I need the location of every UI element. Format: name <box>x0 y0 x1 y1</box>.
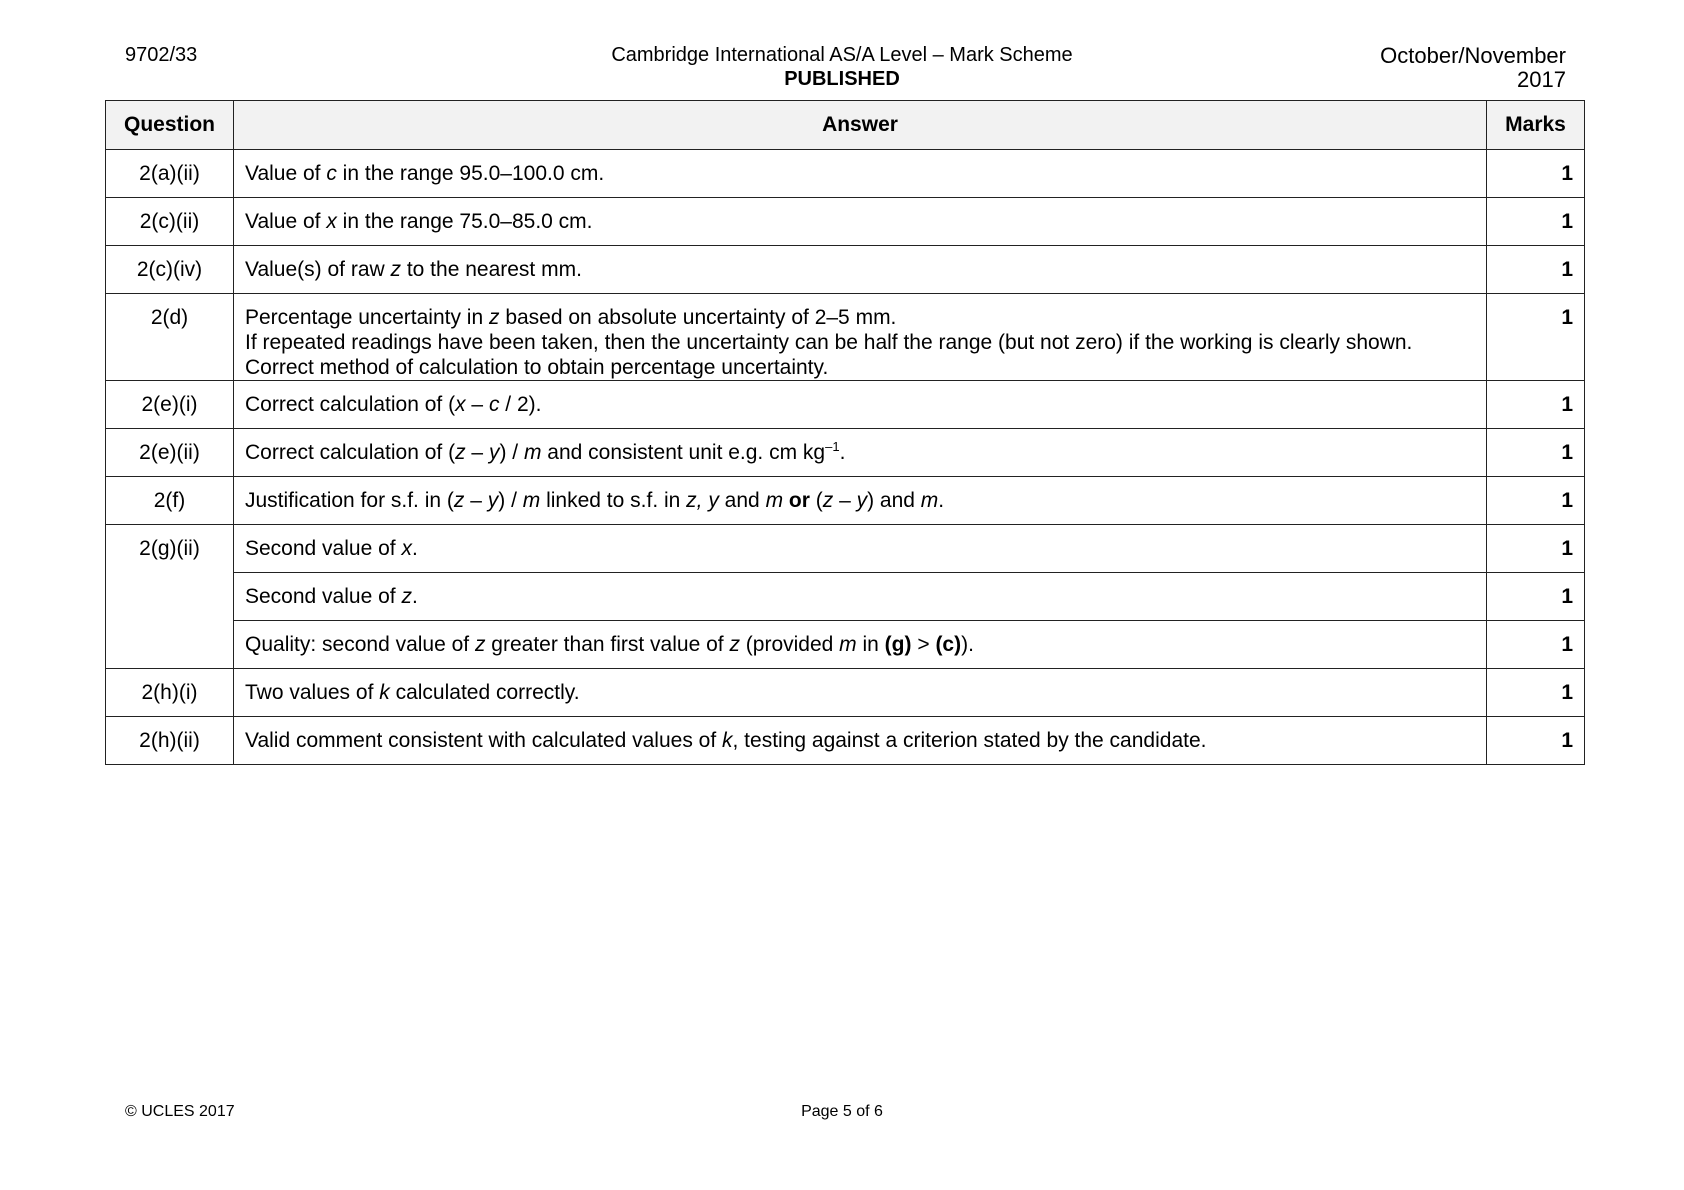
question-cell: 2(e)(i) <box>106 381 234 429</box>
answer-fragment: Valid comment consistent with calculated values of <box>245 729 723 752</box>
table-row <box>106 150 1585 198</box>
answer-fragment: z <box>390 258 401 281</box>
answer-fragment: Percentage uncertainty in <box>245 306 489 329</box>
answer-cell <box>234 429 1487 477</box>
answer-line <box>245 305 1475 330</box>
answer-fragment: . <box>839 441 846 464</box>
marks-column-header: Marks <box>1487 101 1585 150</box>
answer-fragment: / 2). <box>499 393 542 416</box>
answer-fragment: ) / <box>498 489 523 512</box>
answer-cell <box>234 573 1487 621</box>
table-row <box>106 294 1585 381</box>
page-number: Page 5 of 6 <box>801 1103 883 1120</box>
answer-fragment: – <box>464 489 488 512</box>
table-row <box>106 429 1585 477</box>
question-cell: 2(c)(iv) <box>106 246 234 294</box>
answer-fragment: – <box>833 489 857 512</box>
answer-fragment: c <box>488 393 500 416</box>
marks-cell: 1 <box>1487 381 1585 429</box>
answer-fragment: Justification for s.f. in ( <box>245 489 454 512</box>
question-cell: 2(d) <box>106 294 234 381</box>
question-cell: 2(h)(i) <box>106 669 234 717</box>
answer-cell <box>234 198 1487 246</box>
answer-fragment: x <box>455 393 466 416</box>
answer-fragment: m <box>839 633 857 656</box>
question-cell: 2(h)(ii) <box>106 717 234 765</box>
marks-cell: 1 <box>1487 429 1585 477</box>
answer-fragment: Two values of <box>245 681 380 704</box>
answer-fragment: , testing against a criterion stated by the candidate. <box>732 729 1207 752</box>
answer-fragment: z, y <box>686 489 719 512</box>
title-text: Cambridge International AS/A Level – Mark Scheme <box>611 44 1073 66</box>
marks-cell: 1 <box>1487 294 1585 381</box>
marks-cell: 1 <box>1487 246 1585 294</box>
answer-line <box>245 330 1475 355</box>
copyright: © UCLES 2017 <box>125 1103 235 1120</box>
answer-fragment: and consistent unit e.g. cm kg <box>541 441 826 464</box>
answer-fragment: ). <box>961 633 974 656</box>
table-row <box>106 573 1585 621</box>
answer-fragment: m <box>522 489 541 512</box>
answer-fragment: ( <box>809 489 823 512</box>
answer-fragment: (provided <box>739 633 840 656</box>
answer-fragment: m <box>523 441 542 464</box>
answer-cell <box>234 621 1487 669</box>
paper-code: 9702/33 <box>125 44 198 66</box>
answer-fragment: based on absolute uncertainty of 2–5 mm. <box>499 306 897 329</box>
answer-fragment: and <box>718 489 766 512</box>
table-row <box>106 198 1585 246</box>
answer-fragment: If repeated readings have been taken, then the uncertainty can be half the range (but not zero) if the working is clearly shown. <box>245 331 1413 354</box>
answer-fragment: Correct method of calculation to obtain percentage uncertainty. <box>245 356 829 379</box>
published-label: PUBLISHED <box>784 68 900 90</box>
answer-fragment: – <box>465 393 489 416</box>
answer-fragment: z <box>729 633 740 656</box>
answer-fragment: calculated correctly. <box>389 681 580 704</box>
table-row <box>106 246 1585 294</box>
answer-fragment: . <box>938 489 945 512</box>
answer-fragment: c <box>326 162 337 185</box>
answer-fragment: – <box>465 441 489 464</box>
answer-fragment: z <box>455 441 466 464</box>
answer-fragment: in <box>856 633 885 656</box>
answer-fragment: Value(s) of raw <box>245 258 391 281</box>
answer-fragment: (g) <box>884 633 912 656</box>
marks-cell: 1 <box>1487 717 1585 765</box>
answer-fragment: m <box>765 489 784 512</box>
answer-fragment: z <box>401 585 412 608</box>
question-cell: 2(e)(ii) <box>106 429 234 477</box>
table-row <box>106 381 1585 429</box>
table-row <box>106 621 1585 669</box>
marks-cell: 1 <box>1487 198 1585 246</box>
table-body <box>106 150 1585 765</box>
answer-fragment: k <box>379 681 390 704</box>
session-months: October/November <box>1380 43 1566 68</box>
answer-fragment: Quality: second value of <box>245 633 475 656</box>
answer-fragment: k <box>722 729 733 752</box>
answer-cell <box>234 246 1487 294</box>
answer-fragment: Value of <box>245 162 327 185</box>
marks-cell: 1 <box>1487 150 1585 198</box>
answer-fragment: or <box>788 489 810 512</box>
answer-fragment: z <box>453 489 465 512</box>
answer-cell <box>234 294 1487 381</box>
answer-fragment: x <box>401 537 412 560</box>
answer-fragment: Second value of <box>245 585 402 608</box>
marks-cell: 1 <box>1487 621 1585 669</box>
answer-fragment: Correct calculation of ( <box>245 441 456 464</box>
answer-fragment: Correct calculation of ( <box>245 393 456 416</box>
answer-fragment: z <box>488 306 500 329</box>
answer-fragment: in the range 95.0–100.0 cm. <box>336 162 605 185</box>
table-header-row <box>106 101 1585 150</box>
answer-fragment: . <box>411 537 418 560</box>
table-row <box>106 669 1585 717</box>
answer-fragment: greater than first value of <box>485 633 730 656</box>
mark-scheme-table <box>105 100 1585 765</box>
answer-fragment: ) / <box>499 441 524 464</box>
answer-fragment: ) and <box>867 489 921 512</box>
answer-cell <box>234 717 1487 765</box>
table-row <box>106 477 1585 525</box>
table-row <box>106 525 1585 573</box>
answer-fragment: Second value of <box>245 537 402 560</box>
answer-fragment: linked to s.f. in <box>540 489 687 512</box>
answer-fragment: –1 <box>825 439 840 454</box>
answer-cell <box>234 525 1487 573</box>
question-cell: 2(c)(ii) <box>106 198 234 246</box>
answer-fragment: y <box>487 489 499 512</box>
marks-cell: 1 <box>1487 525 1585 573</box>
answer-cell <box>234 150 1487 198</box>
answer-fragment: in the range 75.0–85.0 cm. <box>336 210 593 233</box>
answer-fragment: > <box>911 633 936 656</box>
question-cell: 2(g)(ii) <box>106 525 234 669</box>
marks-cell: 1 <box>1487 669 1585 717</box>
answer-fragment: m <box>920 489 939 512</box>
answer-line <box>245 355 1475 380</box>
answer-cell <box>234 669 1487 717</box>
marks-cell: 1 <box>1487 477 1585 525</box>
answer-fragment: y <box>488 441 500 464</box>
table-row <box>106 717 1585 765</box>
answer-fragment: z <box>822 489 834 512</box>
answer-cell <box>234 477 1487 525</box>
question-column-header: Question <box>106 101 234 150</box>
question-cell: 2(a)(ii) <box>106 150 234 198</box>
answer-fragment: Value of <box>245 210 327 233</box>
answer-fragment: . <box>411 585 418 608</box>
exam-session <box>1380 44 1566 92</box>
answer-fragment: z <box>474 633 486 656</box>
answer-fragment: (c) <box>935 633 962 656</box>
question-cell: 2(f) <box>106 477 234 525</box>
answer-cell <box>234 381 1487 429</box>
answer-column-header: Answer <box>234 101 1487 150</box>
answer-fragment: y <box>856 489 868 512</box>
marks-cell: 1 <box>1487 573 1585 621</box>
session-year: 2017 <box>1517 67 1566 92</box>
answer-fragment: to the nearest mm. <box>401 258 582 281</box>
answer-fragment: x <box>326 210 337 233</box>
